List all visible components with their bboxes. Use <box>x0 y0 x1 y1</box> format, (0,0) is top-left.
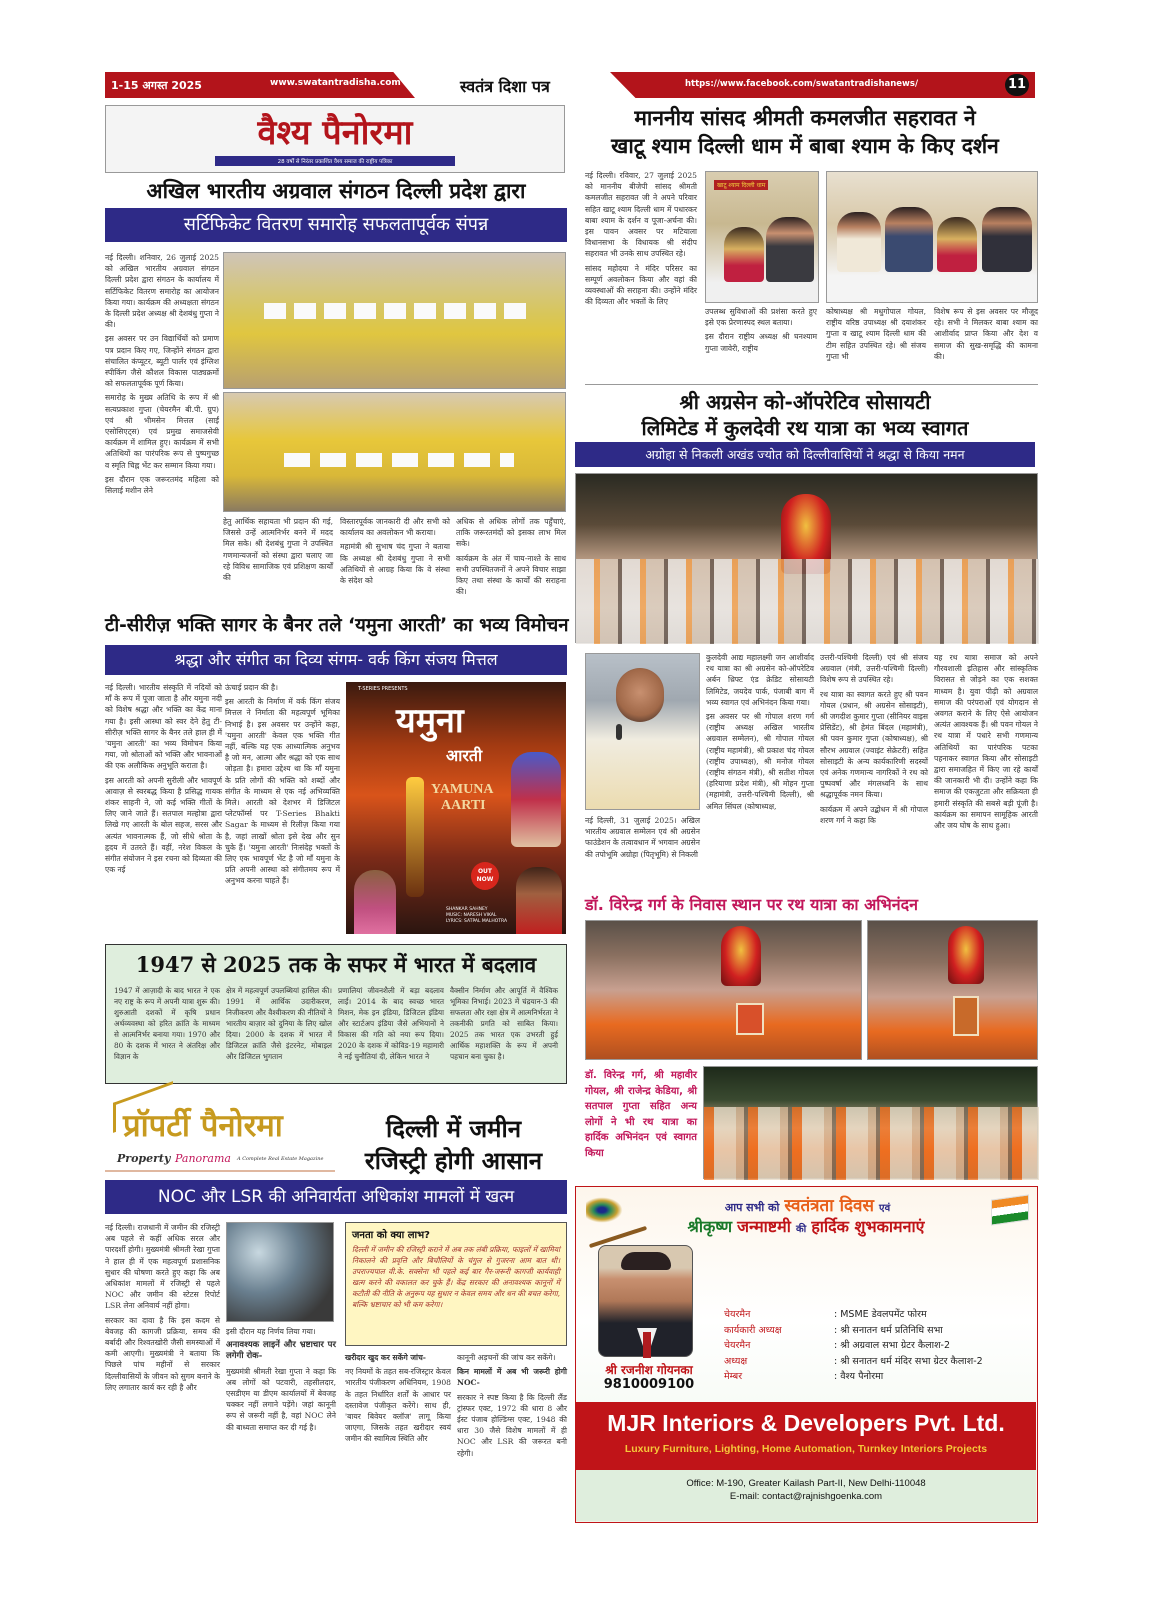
microphone-icon <box>616 724 622 740</box>
story3-subhead: अग्रोहा से निकली अखंड ज्योत को दिल्लीवासियों ने श्रद्धा से किया नमन <box>575 442 1035 467</box>
story7-p3: मुख्यमंत्री श्रीमती रेखा गुप्ता ने कहा कि अब लोगों को पटवारी, तहसीलदार, एसडीएम या डीएम कार्यालयों में बेवजह चक्कर नहीं लगाने पड़ेंगे। जहां कानूनी रूप से जरूरी नहीं है, वहां NOC लेने की बाध्यता समाप्त कर दी गई है। <box>226 1366 336 1432</box>
poster-title-hi-1: यमुना <box>396 701 464 741</box>
aarti-lamp <box>406 777 424 897</box>
story4-caption: डॉ. विरेन्द्र गर्ग, श्री महावीर गोयल, श्री राजेन्द्र केडिया, श्री सतपाल गुप्ता सहित अन्य लोगों ने भी रथ यात्रा का हार्दिक अभिनंदन एवं स्वागत किया <box>585 1070 697 1159</box>
story2-col4 <box>934 306 1038 382</box>
story1-p2: इस अवसर पर उन विद्यार्थियों को प्रमाण पत्र प्रदान किए गए, जिन्होंने संगठन द्वारा संचालित कंप्यूटर, ब्यूटी पार्लर एवं इंग्लिश स्पीकिंग जैसे कौशल विकास पाठ्यक्रमों को सफलतापूर्वक पूर्ण किया। <box>105 334 219 389</box>
role-org: : श्री सनातन धर्म प्रतिनिधि सभा <box>834 1324 943 1336</box>
story1-p6: विस्तारपूर्वक जानकारी दी और सभी को कार्यालय का अवलोकन भी कराया। <box>340 517 450 538</box>
badge-line-2: NOW <box>476 876 494 883</box>
poster-title-en-2: AARTI <box>441 798 486 813</box>
story7-p6: सरकार ने स्पष्ट किया है कि दिल्ली लैंड ट्रांस्फर एक्ट, 1972 की धारा 8 और ईस्ट पंजाब होल्डिंग्स एक्ट, 1948 की धारा 30 जैसे विशेष मामलों में ही NOC और LSR की जरूरत बनी रहेगी। <box>457 1392 567 1458</box>
story4-headline: डॉ. विरेन्द्र गर्ग के निवास स्थान पर रथ यात्रा का अभिनंदन <box>585 895 918 914</box>
story6-col3: प्रणालियां जीवनशैली में बड़ा बदलाव लाईं। 2014 के बाद स्वच्छ भारत मिशन, मेक इन इंडिया, डिजिटल इंडिया और स्टार्टअप इंडिया जैसे अभियानों ने विकास की गति को नया रूप दिया। 2020 के दशक में कोविड-19 महामारी ने नई चुनौतियां दी, लेकिन भारत ने <box>338 986 444 1061</box>
logo-tagline: 28 वर्षों से निरंतर प्रकाशित वैश्य समाज की राष्ट्रीय पत्रिका <box>215 156 455 166</box>
goddess-figure <box>511 752 561 847</box>
company-services: Luxury Furniture, Lighting, Home Automation, Turnkey Interiors Projects <box>624 1443 988 1455</box>
story5-p4: इस आरती के निर्माण में वर्क किंग संजय मित्तल ने निर्माता की महत्वपूर्ण भूमिका निभाई है। इस अवसर पर उन्होंने कहा, 'यमुना आरती' केवल एक भक्ति गीत नहीं, बल्कि यह एक आध्यात्मिक अनुभव है जो मन, आत्मा और श्रद्धा को एक साथ जोड़ता है। हमारा उद्देश्य था कि माँ यमुना के प्रति लोगों की भक्ति को शब्दों और संगीत के माध्यम से एक नई अभिव्यक्ति मिले। आरती को देशभर में डिजिटल प्लेटफॉर्म्स पर T-Series Bhakti Sagar के माध्यम से रिलीज़ किया गया है, जहां लाखों श्रोता इसे देख और सुन चुके हैं। 'यमुना आरती' निःसंदेह भक्तों के लिए एक भावपूर्ण भेंट है जो माँ यमुना के प्रति अपनी आस्था को संगीतमय रूप में अनुभव करना चाहते हैं। <box>225 697 340 886</box>
story3-group-photo <box>575 473 1038 643</box>
property-en-2: Panorama <box>175 1152 231 1165</box>
property-en-1: Property <box>117 1152 171 1165</box>
tie <box>643 1332 651 1358</box>
role-org: : MSME डेवलपमेंट फोरम <box>834 1309 927 1320</box>
story2-photo-right <box>826 171 1038 303</box>
company-name: MJR Interiors & Developers Pvt. Ltd. <box>607 1410 1005 1436</box>
property-tagline: A Complete Real Estate Magazine <box>237 1156 324 1162</box>
role-row <box>724 1323 1034 1339</box>
story3-col3 <box>820 652 928 888</box>
issue-date: 1-15 अगस्त 2025 <box>111 79 202 92</box>
certificates-row <box>284 453 514 467</box>
story1-p9: कार्यक्रम के अंत में चाय-नाश्ते के साथ सभी उपस्थितजनों ने अपने विचार साझा किए तथा संस्था के कार्यों की सराहना की। <box>456 553 566 597</box>
story5-p3: ऊंचाई प्रदान की है। <box>225 683 278 692</box>
paper-name: स्वतंत्र दिशा पत्र <box>460 77 550 96</box>
story3-p2: कुलदेवी आद्य महालक्ष्मी जन आशीर्वाद रथ यात्रा का श्री अग्रसेन को-ऑपरेटिव अर्बन थ्रिफ्ट एंड क्रेडिट सोसायटी लिमिटेड, जयदेव पार्क, पंजाबी बाग में भव्य स्वागत एवं अभिनंदन किया गया। <box>706 653 814 707</box>
website-link[interactable]: www.swatantradisha.com <box>270 78 401 88</box>
role-title: चेयरमैन <box>724 1340 751 1351</box>
speaker-head <box>616 668 664 722</box>
story1-p3: समारोह के मुख्य अतिथि के रूप में श्री सत्यप्रकाश गुप्ता (चेयरमैन बी.पी. ग्रुप) एवं श्री भीमसेन मित्तल (साईं एसोसिएट्स) एवं प्रमुख समाजसेवी कार्यक्रम में शामिल हुए। कार्यक्रम में सभी अतिथियों का पारंपरिक रूप से पुष्पगुच्छ व स्मृति चिह्न भेंट कर सम्मान किया गया। <box>105 393 219 470</box>
role-title: अध्यक्ष <box>724 1355 748 1367</box>
story7-headline-l1: दिल्ली में जमीन <box>385 1115 522 1143</box>
box-title: जनता को क्या लाभ? <box>352 1230 430 1241</box>
story5-col2 <box>225 682 340 935</box>
property-panorama-logo <box>105 1090 335 1172</box>
vaishya-panorama-logo <box>105 105 565 173</box>
framed-picture <box>736 1003 764 1035</box>
role-title: चेयरमैन <box>724 1309 751 1320</box>
story3-p6: कार्यक्रम में अपने उद्बोधन में श्री गोपाल शरण गर्ग ने कहा कि <box>820 804 928 825</box>
story6-col2: क्षेत्र में महत्वपूर्ण उपलब्धियां हासिल की। 1991 में आर्थिक उदारीकरण, निजीकरण और वैश्वीकरण की नीतियों ने भारतीय बाज़ार को दुनिया के लिए खोल दिया। 2000 के दशक में भारत में डिजिटल क्रांति जैसे इंटरनेट, मोबाइल और डिजिटल भुगतान <box>226 986 332 1061</box>
story7-subhead: NOC और LSR की अनिवार्यता अधिकांश मामलों में खत्म <box>105 1180 567 1214</box>
person-man <box>766 217 814 282</box>
story7-p2: सरकार का दावा है कि इस कदम से बेवजह की कागजी प्रक्रिया, समय की बर्बादी और रिश्वतखोरी जैसी समस्याओं में कमी आएगी। मुख्यमंत्री ने बताया कि पिछले पांच महीनों से सरकार दिल्लीवासियों के जीवन को सुगम बनाने के लिए लगातार कार्य कर रही है और <box>105 1315 220 1392</box>
divider <box>585 384 1038 385</box>
greet-7: हार्दिक शुभकामनाएं <box>811 1217 925 1236</box>
story5-p2: इस आरती को अपनी सुरीली और भावपूर्ण आवाज़ से स्वरबद्ध किया है प्रसिद्ध गायक शंकर साहनी ने, जो कई भक्ति गीतों के लिए जाने जाते हैं। सतपाल मल्होत्रा द्वारा लिखे गए आरती के बोल सहज, सरस और अत्यंत भावनात्मक हैं, जो सीधे श्रोता के हृदय में उतरते हैं। वहीं, नरेश विकल के संगीत संयोजन ने इस रचना को दिव्यता की एक नई <box>105 775 222 875</box>
story5-col1 <box>105 682 222 935</box>
indian-flag-icon <box>991 1194 1029 1225</box>
role-org: : वैश्य पैनोरमा <box>834 1371 884 1382</box>
role-org: : श्री अग्रवाल सभा ग्रेटर कैलाश-2 <box>834 1340 951 1351</box>
photo-caption-khatu: खाटू श्याम दिल्ली धाम <box>714 180 768 190</box>
certificates-row <box>264 303 534 319</box>
greet-2: स्वतंत्रता दिवस <box>784 1196 874 1216</box>
story7-p4: नए नियमों के तहत सब-रजिस्ट्रार केवल भारतीय पंजीकरण अधिनियम, 1908 के तहत निर्धारित शर्तों के आधार पर दस्तावेज पंजीकृत करेंगे। साथ ही, 'बायर बिवेयर क्लॉज' लागू किया जाएगा, जिसके तहत खरीदार स्वयं जमीन की स्वामित्व स्थिति और <box>345 1367 451 1444</box>
story3-p1: नई दिल्ली, 31 जुलाई 2025। अखिल भारतीय अग्रवाल सम्मेलन एवं श्री अग्रसेन फाउंडेशन के तत्वावधान में भगवान अग्रसेन की तपोभूमि अग्रोहा (पितृभूमि) से निकली <box>585 816 700 859</box>
story2-headline-l2: खाटू श्याम दिल्ली धाम में बाबा श्याम के किए दर्शन <box>611 134 999 158</box>
devi-idol <box>721 926 761 986</box>
story7-col1 <box>105 1222 220 1508</box>
gopal-sharan-garg-photo <box>585 653 700 810</box>
story1-headline: अखिल भारतीय अग्रवाल संगठन दिल्ली प्रदेश द्वारा <box>146 179 526 203</box>
story7-col2 <box>226 1326 336 1508</box>
story3-p5: रथ यात्रा का स्वागत करते हुए श्री पवन गोयल (प्रधान, श्री अग्रसेन सोसाइटी), श्री जगदीश कुमार गुप्ता (सीनियर वाइस प्रेसिडेंट), श्री हेमंत बिंदल (महामंत्री), श्री पवन कुमार गुप्ता (कोषाध्यक्ष), श्री सौरभ अग्रवाल (ज्वाइंट सेक्रेटरी) सहित सोसाइटी के अन्य कार्यकारिणी सदस्यों एवं अनेक गणमान्य नागरिकों ने रथ को पुष्पवर्षा और मंगलध्वनि के साथ श्रद्धापूर्वक नमन किया। <box>820 689 928 800</box>
story7-sub2: खरीदार खुद कर सकेंगे जांच- <box>345 1353 426 1362</box>
story1-p8: अधिक से अधिक लोगों तक पहुँचाएं, ताकि जरूरतमंदों को इसका लाभ मिल सके। <box>456 517 566 549</box>
story1-p1: नई दिल्ली। शनिवार, 26 जुलाई 2025 को अखिल भारतीय अग्रवाल संगठन दिल्ली प्रदेश द्वारा संगठन के कार्यालय में सर्टिफिकेट वितरण समारोह का आयोजन किया गया। कार्यक्रम की अध्यक्षता संगठन के दिल्ली प्रदेश अध्यक्ष श्री देशबंधु गुप्ता ने की। <box>105 253 219 330</box>
story1-photo-top <box>223 252 566 389</box>
story4-photo-1 <box>585 920 862 1060</box>
group-of-men <box>704 1107 1039 1180</box>
contact-panel <box>576 1470 1036 1521</box>
story3-headline-l2: लिमिटेड में कुलदेवी रथ यात्रा का भव्य स्वागत <box>641 416 969 440</box>
story2-p2: सांसद महोदया ने मंदिर परिसर का सम्पूर्ण अवलोकन किया और वहां की व्यवस्थाओं की सराहना की। उन्होंने मंदिर की दिव्यता और भक्तों के लिए <box>585 263 697 307</box>
story7-sub3: किन मामलों में अब भी जरूरी होगी NOC- <box>457 1367 567 1388</box>
credit-3: LYRICS: SATPAL MALHOTRA <box>446 919 508 924</box>
story2-col1 <box>585 170 697 382</box>
page-number: 11 <box>1005 74 1029 96</box>
story3-p4: उत्तरी-पश्चिमी दिल्ली) एवं श्री संजय अग्रवाल (मंत्री, उत्तरी-पश्चिमी दिल्ली) विशेष रूप से उपस्थित रहे। <box>820 653 928 685</box>
story6-col1: 1947 में आज़ादी के बाद भारत ने एक नए राष्ट्र के रूप में अपनी यात्रा शुरू की। शुरुआती दशकों में कृषि प्रधान अर्थव्यवस्था को हरित क्रांति के माध्यम से आत्मनिर्भर बनाया गया। 1970 और 80 के दशक में भारत ने अंतरिक्ष और विज्ञान के <box>114 986 220 1061</box>
story7-sub1: अनावश्यक लाइनें और भ्रष्टाचार पर लगेगी रोक- <box>226 1340 336 1362</box>
masthead <box>105 72 1035 98</box>
role-title: कार्यकारी अध्यक्ष <box>724 1324 782 1336</box>
story2-p5: कोषाध्यक्ष श्री मधुगोपाल गोयल, राष्ट्रीय वरिष्ठ उपाध्यक्ष श्री दयाशंकर गुप्ता व खाटू श्याम दिल्ली धाम की टीम सहित उपस्थित रहे। श्री संजय गुप्ता भी <box>826 307 926 361</box>
greet-6: की <box>795 1224 807 1235</box>
story7-p1: नई दिल्ली। राजधानी में जमीन की रजिस्ट्री अब पहले से कहीं अधिक सरल और पारदर्शी होगी। मुख्यमंत्री श्रीमती रेखा गुप्ता ने हाल ही में एक महत्वपूर्ण प्रशासनिक सुधार की घोषणा करते हुए कहा कि अब अधिकांश मामलों में रजिस्ट्री से पहले NOC और जमीन की स्टेटस रिपोर्ट LSR लेना अनिवार्य नहीं होगा। <box>105 1223 220 1311</box>
story1-p4: इस दौरान एक जरूरतमंद महिला को सिलाई मशीन लेने <box>105 474 219 496</box>
out-now-badge <box>471 862 499 890</box>
roles-list <box>724 1307 1034 1385</box>
story7-photo <box>226 1222 334 1322</box>
story3-p7: यह रथ यात्रा समाज को अपने गौरवशाली इतिहास और सांस्कृतिक विरासत से जोड़ने का एक सशक्त माध्यम है। युवा पीढ़ी को अग्रवाल समाज की परंपराओं एवं योगदान से अवगत कराने के लिए ऐसे आयोजन अत्यंत आवश्यक हैं। श्री पवन गोयल ने रथ यात्रा में पधारे सभी गणमान्य अतिथियों का पारंपरिक पटका पहनाकर स्वागत किया और सोसाइटी द्वारा समाजहित में किए जा रहे कार्यों की जानकारी भी दी। उन्होंने कहा कि समाज की एकजुटता और सक्रियता ही हमारी संस्कृति की सबसे बड़ी पूंजी है। कार्यक्रम का समापन सामूहिक आरती और जय घोष के साथ हुआ। <box>934 653 1038 831</box>
person-portrait <box>598 1245 693 1357</box>
story3-col1 <box>585 815 700 887</box>
story7-p5: कानूनी अड़चनों की जांच कर सकेंगे। <box>457 1353 556 1362</box>
facebook-link[interactable]: https://www.facebook.com/swatantradishanews/ <box>685 79 919 89</box>
story4-photo-2 <box>867 920 1038 1060</box>
role-org: : श्री सनातन धर्म मंदिर सभा ग्रेटर कैलाश-2 <box>834 1355 983 1367</box>
role-row <box>724 1307 1034 1323</box>
story2-p3: उपलब्ध सुविधाओं की प्रशंसा करते हुए इसे एक प्रेरणास्पद स्थल बताया। <box>705 307 817 328</box>
badge-line-1: OUT <box>477 868 493 875</box>
logo-title: वैश्य पैनोरमा <box>257 113 413 153</box>
person-name: श्री रजनीश गोयनका <box>605 1363 693 1377</box>
story1-col2 <box>223 516 333 586</box>
box-text: दिल्ली में जमीन की रजिस्ट्री कराने में अब तक लंबी प्रक्रिया, फाइलों में खामियां निकालने की प्रवृत्ति और बिचौलियों के चंगुल से गुजरना आम बात थी। उपराज्यपाल वी.के. सक्सेना भी पहले कई बार गैर-जरूरी कागजी कार्यवाही खत्म करने की वकालत कर चुके हैं। केंद्र सरकार की अनावश्यक कानूनों में कटौती की नीति के अनुरूप यह सुधार न केवल समय और धन की बचत करेगा, बल्कि भ्रष्टाचार को भी कम करेगा। <box>352 1245 560 1309</box>
story3-p3: इस अवसर पर श्री गोपाल शरण गर्ग (राष्ट्रीय अध्यक्ष अखिल भारतीय अग्रवाल सम्मेलन), श्री गोपाल गोयल (राष्ट्रीय महामंत्री), श्री प्रकाश चंद गोयल (राष्ट्रीय उपाध्यक्ष), श्री मनोज गोयल (राष्ट्रीय संगठन मंत्री), श्री सतीश गोयल (हरियाणा प्रदेश मंत्री), श्री मोहन गुप्ता (महामंत्री, उत्तरी-पश्चिमी दिल्ली), श्री अमित सिंघल (कोषाध्यक्ष, <box>706 712 814 811</box>
story7-col4 <box>457 1352 567 1508</box>
story6-panel <box>105 944 567 1084</box>
story1-p7: महामंत्री श्री सुभाष चंद गुप्ता ने बताया कि अध्यक्ष श्री देशबंधु गुप्ता ने सभी अतिथियों से आग्रह किया कि वे संस्था के संदेश को <box>340 542 450 586</box>
person-phone: 9810009100 <box>603 1377 695 1392</box>
person-2 <box>885 207 933 272</box>
story5-subhead: श्रद्धा और संगीत का दिव्य संगम- वर्क किंग संजय मित्तल <box>105 645 567 675</box>
story5-p1: नई दिल्ली। भारतीय संस्कृति में नदियों को माँ के रूप में पूजा जाता है और यमुना नदी को विशेष श्रद्धा और भक्ति का केंद्र माना गया है। इसी आस्था को स्वर देने हेतु टी-सीरीज़ भक्ति सागर के बैनर तले हाल ही में 'यमुना आरती' का भव्य विमोचन किया गया, जो श्रोताओं को भक्ति और भावनाओं की एक अलौकिक अनुभूति कराता है। <box>105 683 222 771</box>
story3-headline-l1: श्री अग्रसेन को-ऑपरेटिव सोसायटी <box>679 390 931 414</box>
story2-p1: नई दिल्ली। रविवार, 27 जुलाई 2025 को माननीय बीजेपी सांसद श्रीमती कमलजीत सहरावत जी ने अपने परिवार सहित खाटू श्याम दिल्ली धाम में पधारकर बाबा श्याम के दर्शन व पूजा-अर्चना की। इस पावन अवसर पर मटियाला विधानसभा के विधायक श्री संदीप सहरावत भी उनके साथ उपस्थित रहे। <box>585 171 697 259</box>
greeting-advertisement <box>575 1186 1038 1523</box>
story2-col3 <box>826 306 926 382</box>
story1-col3 <box>340 516 450 586</box>
role-row <box>724 1354 1034 1370</box>
role-row <box>724 1369 1034 1385</box>
greeting-line-2 <box>616 1215 996 1237</box>
poster-title-en-1: YAMUNA <box>431 782 494 797</box>
framed-picture <box>953 996 979 1036</box>
story6-headline: 1947 से 2025 तक के सफर में भारत में बदलाव <box>135 952 537 977</box>
role-title: मेम्बर <box>724 1371 743 1382</box>
yamuna-aarti-poster <box>346 682 566 934</box>
story7-photo-caption: इसी दौरान यह निर्णय लिया गया। <box>226 1327 316 1336</box>
story5-headline: टी-सीरीज़ भक्ति सागर के बैनर तले ‘यमुना आरती’ का भव्य विमोचन <box>105 615 569 636</box>
story1-col1 <box>105 252 219 665</box>
greet-5: जन्माष्टमी <box>737 1217 791 1236</box>
office-address: Office: M-190, Greater Kailash Part-II, New Delhi-110048 <box>686 1478 926 1489</box>
email-address[interactable]: E-mail: contact@rajnishgoenka.com <box>729 1491 883 1502</box>
credit-1: SHANKAR SAHNEY <box>446 907 488 912</box>
story3-col2 <box>706 652 814 888</box>
role-row <box>724 1338 1034 1354</box>
poster-credits <box>446 907 507 925</box>
singer-portrait-right <box>516 867 562 934</box>
story1-photo-bottom <box>223 392 566 512</box>
crowd <box>576 559 1039 644</box>
greet-3: एवं <box>879 1203 891 1214</box>
credit-2: MUSIC: NARESH VIKAL <box>446 913 497 918</box>
hair <box>621 1252 671 1270</box>
greet-4: श्रीकृष्ण <box>687 1217 733 1236</box>
janta-labh-box <box>345 1222 567 1346</box>
poster-presents: T-SERIES PRESENTS <box>358 686 408 692</box>
poster-title-hi-2: आरती <box>446 746 483 765</box>
greet-1: आप सभी को <box>724 1201 780 1214</box>
story6-col4: वैक्सीन निर्माण और आपूर्ति में वैश्विक भूमिका निभाई। 2023 में चंद्रयान-3 की सफलता और रक्षा क्षेत्र में आत्मनिर्भरता ने तकनीकी प्रगति को साबित किया। 2025 तक भारत एक उभरती हुई आर्थिक महाशक्ति के रूप में अपनी पहचान बना चुका है। <box>450 986 558 1061</box>
story4-photo-3 <box>703 1066 1038 1179</box>
story2-headline-l1: माननीय सांसद श्रीमती कमलजीत सहरावत ने <box>634 106 976 130</box>
story2-photo-left <box>705 171 819 303</box>
story2-p6: विशेष रूप से इस अवसर पर मौजूद रहे। सभी ने मिलकर बाबा श्याम का आशीर्वाद प्राप्त किया और देश व समाज की सुख-समृद्धि की कामना की। <box>934 307 1038 361</box>
person-4 <box>982 207 1032 272</box>
singer-portrait-left <box>354 870 396 934</box>
person-1 <box>837 212 881 272</box>
story2-p4: इस दौरान राष्ट्रीय अध्यक्ष श्री घनश्याम गुप्ता जावेरी, राष्ट्रीय <box>705 332 817 353</box>
property-title: प्रॉपर्टी पैनोरमा <box>123 1108 283 1144</box>
company-banner <box>576 1402 1036 1470</box>
devi-idol <box>948 926 984 984</box>
story1-p5: हेतु आर्थिक सहायता भी प्रदान की गई, जिससे उन्हें आत्मनिर्भर बनने में मदद मिल सके। श्री देशबंधु गुप्ता ने उपस्थित गणमान्यजनों को संस्था द्वारा चलाए जा रहे विविध सामाजिक एवं प्रशिक्षण कार्यों की <box>223 517 333 583</box>
story1-col4 <box>456 516 566 597</box>
story7-col3 <box>345 1352 451 1508</box>
person-3 <box>937 217 977 272</box>
story2-col2 <box>705 306 817 382</box>
story3-col4 <box>934 652 1038 888</box>
story1-subhead: सर्टिफिकेट वितरण समारोह सफलतापूर्वक संपन्न <box>105 208 567 242</box>
person-woman <box>724 227 764 282</box>
greeting-line-1 <box>576 1193 1039 1216</box>
story7-headline-l2: रजिस्ट्री होगी आसान <box>364 1147 543 1175</box>
